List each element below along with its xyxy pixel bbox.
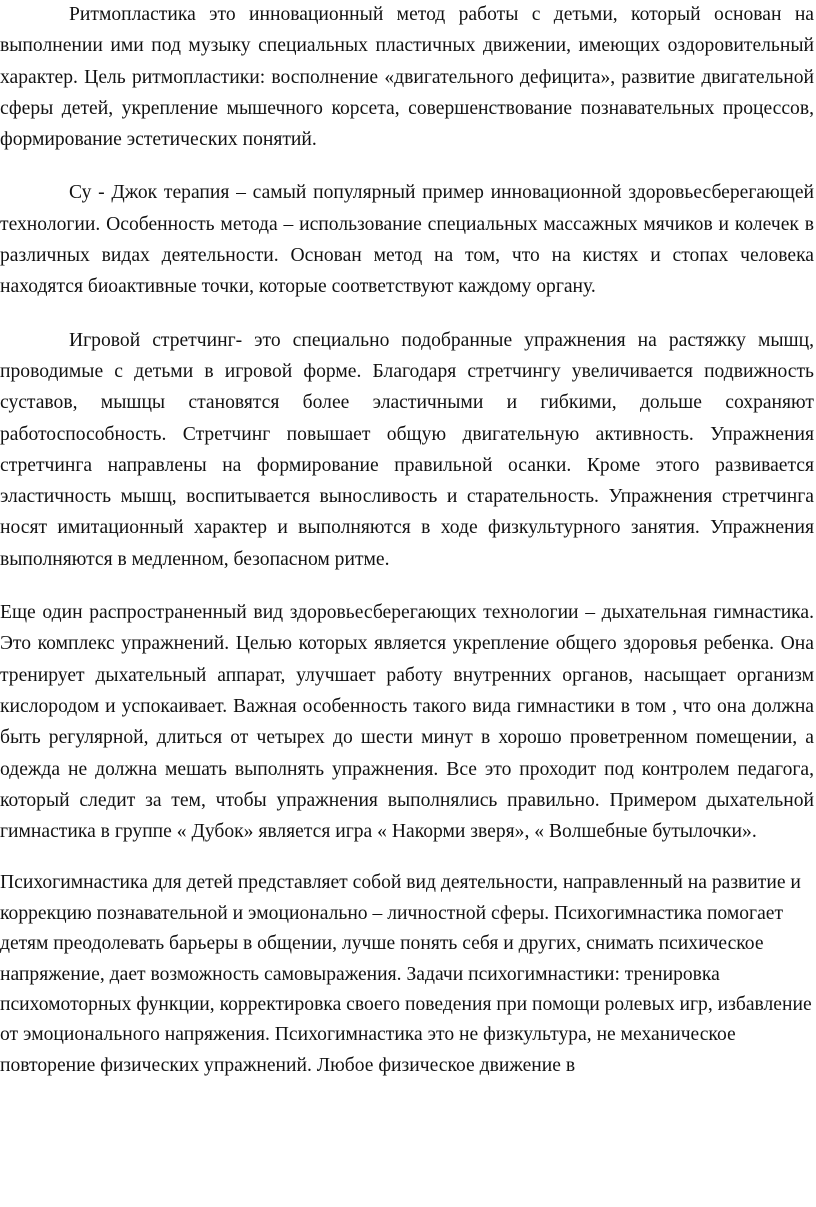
paragraph-su-jok-therapy: Су - Джок терапия – самый популярный пример инновационной здоровьесберегающей технологии. Особенность метода – использование специальных массажных мячиков и колечек в различных видах деятельности. Основан метод на том, что на кистях и стопах человека находятся биоактивные точки, которые соответствуют каждому органу. [0, 182, 814, 298]
paragraph-rhythmoplastics: Ритмопластика это инновационный метод работы с детьми, который основан на выполнении ими под музыку специальных пластичных движении, имеющих оздоровительный характер. Цель ритмопластики: восполнение «двигательного дефицита», развитие двигательной сферы детей, укрепление мышечного корсета, совершенствование познавательных процессов, формирование эстетических понятий. [0, 4, 814, 151]
paragraph-game-stretching: Игровой стретчинг- это специально подобранные упражнения на растяжку мышц, проводимые с детьми в игровой форме. Благодаря стретчингу увеличивается подвижность суставов, мышцы становятся более эластичными и гибкими, дольше сохраняют работоспособность. Стретчинг повышает общую двигательную активность. Упражнения стретчинга направлены на формирование правильной осанки. Кроме этого развивается эластичность мышц, воспитывается выносливость и старательность. Упражнения стретчинга носят имитационный характер и выполняются в ходе физкультурного занятия. Упражнения выполняются в медленном, безопасном ритме. [0, 329, 814, 570]
paragraph-breathing-gymnastics: Еще один распространенный вид здоровьесберегающих технологии – дыхательная гимнастика. Это комплекс упражнений. Целью которых является укрепление общего здоровья ребенка. Она тренирует дыхательный аппарат, улучшает работу внутренних органов, насыщает организм кислородом и успокаивает. Важная особенность такого вида гимнастики в том , что она должна быть регулярной, длиться от четырех до шести минут в хорошо проветренном помещении, а одежда не должна мешать выполнять упражнения. Все это проходит под контролем педагога, который следит за тем, чтобы упражнения выполнялись правильно. Примером дыхательной гимнастика в группе « Дубок» является игра « Накорми зверя», « Волшебные бутылочки». [0, 602, 814, 843]
paragraph-psychogymnastics: Психогимнастика для детей представляет собой вид деятельности, направленный на развитие и коррекцию познавательной и эмоционально – личностной сферы. Психогимнастика помогает детям преодолевать барьеры в общении, лучше понять себя и других, снимать психическое напряжение, дает возможность самовыражения. Задачи психогимнастики: тренировка психомоторных функции, корректировка своего поведения при помощи ролевых игр, избавление от эмоционального напряжения. Психогимнастика это не физкультура, не механическое повторение физических упражнений. Любое физическое движение в [0, 872, 812, 1076]
